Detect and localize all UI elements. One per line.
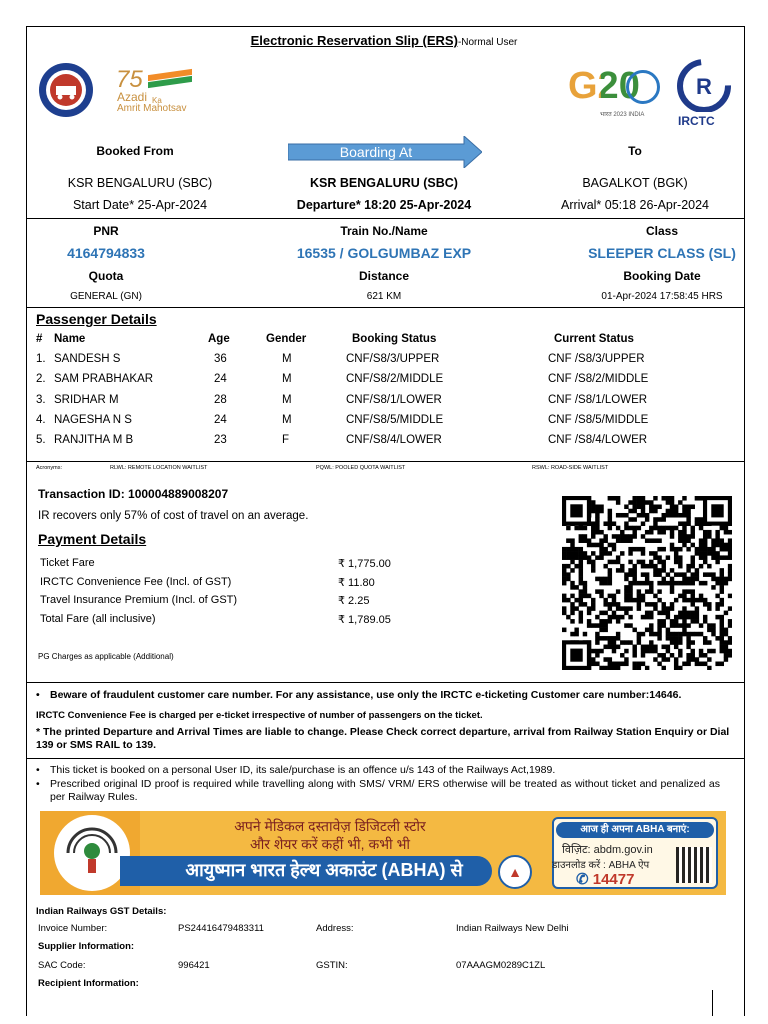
divider [26, 682, 745, 683]
pax-booking-status: CNF/S8/3/UPPER [346, 353, 440, 365]
col-header-gender: Gender [266, 333, 307, 345]
passenger-row [36, 353, 716, 371]
acronym-rswl: RSWL: ROAD-SIDE WAITLIST [532, 465, 609, 471]
azadi-ka-amrit-mahotsav-logo: 75 Azadi Ka Amrit Mahotsav [114, 66, 204, 118]
divider [26, 758, 745, 759]
pax-current-status: CNF /S8/3/UPPER [548, 353, 645, 365]
pax-age: 23 [214, 434, 227, 447]
pax-booking-status: CNF/S8/4/LOWER [346, 434, 442, 447]
indian-railways-logo [38, 62, 94, 118]
arrival-time: Arrival* 05:18 26-Apr-2024 [561, 198, 709, 212]
irctc-logo: R IRCTC [674, 56, 734, 130]
payment-value: ₹ 1,789.05 [338, 613, 391, 626]
pnr-number: 4164794833 [67, 245, 145, 261]
address-label: Address: [316, 923, 354, 934]
page-title: Electronic Reservation Slip (ERS) [250, 33, 458, 48]
booking-date-value: 01-Apr-2024 17:58:45 HRS [601, 291, 723, 302]
right-edge-mark [712, 990, 713, 1016]
booking-date-label: Booking Date [623, 269, 701, 283]
gstin-label: GSTIN: [316, 960, 348, 971]
banner-line1: अपने मेडिकल दस्तावेज़ डिजिटली स्टोर [234, 818, 426, 834]
pg-charges-note: PG Charges as applicable (Additional) [38, 652, 174, 661]
pax-name: NAGESHA N S [54, 413, 132, 426]
pax-gender: F [282, 434, 290, 447]
pax-current-status: CNF /S8/5/MIDDLE [548, 413, 649, 426]
quota-value: GENERAL (GN) [70, 291, 142, 302]
payment-label: Travel Insurance Premium (Incl. of GST) [40, 594, 238, 607]
banner-main-text: आयुष्मान भारत हेल्थ अकाउंट (ABHA) से [185, 860, 463, 880]
acronym-rlwl: RLWL: REMOTE LOCATION WAITLIST [110, 465, 208, 471]
boarding-at-label: Boarding At [339, 144, 413, 160]
payment-value: ₹ 2.25 [338, 595, 370, 608]
train-label: Train No./Name [340, 224, 428, 238]
abha-banner[interactable] [40, 811, 726, 895]
pax-gender: M [282, 413, 292, 426]
page-subtitle: -Normal User [457, 37, 518, 48]
col-header-name: Name [54, 333, 86, 345]
pnr-label: PNR [93, 224, 119, 238]
passenger-table-header [36, 333, 716, 351]
pax-gender: M [282, 353, 292, 365]
ayushman-bharat-logo [54, 815, 130, 891]
divider [26, 461, 745, 462]
payment-label: Total Fare (all inclusive) [40, 612, 156, 625]
recipient-info-label: Recipient Information: [38, 978, 139, 989]
passenger-row [36, 414, 716, 432]
to-label: To [628, 144, 642, 158]
pax-current-status: CNF /S8/1/LOWER [548, 393, 648, 406]
payment-label: IRCTC Convenience Fee (Incl. of GST) [40, 575, 232, 588]
abha-app-icon: ▲ [498, 855, 532, 889]
ers-header [0, 33, 768, 48]
banner-qr-icon [676, 847, 712, 883]
banner-line2: और शेयर करें कहीं भी, कभी भी [249, 836, 411, 852]
pax-index: 1. [36, 353, 46, 365]
sac-code-value: 996421 [178, 960, 210, 971]
pax-index: 3. [36, 393, 46, 406]
svg-text:R: R [696, 74, 712, 99]
timing-change-note: * The printed Departure and Arrival Times are liable to change. Please Check correct departure, arrival from Railway Station Enquiry or Dial 139 or SMS RAIL to 139. [36, 726, 730, 751]
convenience-fee-note: IRCTC Convenience Fee is charged per e-ticket irrespective of number of passengers on the ticket. [36, 710, 483, 721]
supplier-info-label: Supplier Information: [38, 941, 135, 952]
passenger-row [36, 373, 716, 391]
invoice-label: Invoice Number: [38, 923, 108, 934]
qr-code [562, 496, 732, 670]
pax-index: 5. [36, 434, 46, 447]
booked-from-label: Booked From [96, 144, 174, 158]
gstin-value: 07AAAGM0289C1ZL [456, 960, 546, 971]
banner-cta: आज ही अपना ABHA बनाएं: [556, 822, 714, 838]
payment-value: ₹ 1,775.00 [338, 558, 391, 570]
banner-download: डाउनलोड करें : ABHA ऐप [552, 860, 650, 871]
quota-label: Quota [88, 269, 124, 283]
travel-class: SLEEPER CLASS (SL) [588, 245, 736, 261]
col-header-age: Age [208, 333, 230, 345]
address-value: Indian Railways New Delhi [456, 923, 569, 934]
payment-value: ₹ 11.80 [338, 576, 375, 589]
pax-name: RANJITHA M B [54, 434, 134, 447]
pax-booking-status: CNF/S8/5/MIDDLE [346, 413, 444, 426]
distance-label: Distance [358, 269, 410, 283]
divider [26, 218, 745, 219]
pax-age: 36 [214, 353, 227, 365]
passenger-row [36, 434, 716, 452]
pax-index: 4. [36, 413, 46, 426]
col-header-index: # [36, 333, 43, 345]
pax-current-status: CNF /S8/4/LOWER [548, 434, 648, 447]
pax-gender: M [282, 393, 292, 406]
passenger-details-title: Passenger Details [36, 311, 157, 327]
invoice-number: PS24416479483311 [178, 923, 264, 934]
boarding-arrow [288, 136, 482, 168]
pax-booking-status: CNF/S8/2/MIDDLE [346, 373, 444, 386]
pax-current-status: CNF /S8/2/MIDDLE [548, 373, 649, 386]
pax-name: SANDESH S [54, 353, 121, 365]
transaction-id: Transaction ID: 100004889008207 [38, 487, 229, 501]
payment-row [40, 613, 440, 631]
boarding-station: KSR BENGALURU (SBC) [310, 176, 458, 190]
pax-name: SRIDHAR M [54, 393, 119, 406]
banner-visit[interactable]: विज़िट: abdm.gov.in [562, 844, 653, 856]
passenger-row [36, 394, 716, 412]
pax-index: 2. [36, 373, 46, 386]
start-date: Start Date* 25-Apr-2024 [72, 198, 208, 212]
payment-row [40, 576, 440, 594]
pax-gender: M [282, 373, 292, 386]
gst-title: Indian Railways GST Details: [36, 906, 167, 917]
cost-recovery-note: IR recovers only 57% of cost of travel on an average. [38, 510, 309, 522]
sac-code-label: SAC Code: [38, 960, 86, 971]
acronym-pqwl: PQWL: POOLED QUOTA WAITLIST [316, 465, 406, 471]
train-number-name: 16535 / GOLGUMBAZ EXP [296, 245, 472, 261]
pax-age: 28 [214, 393, 227, 406]
acronyms-label: Acronyms: [36, 465, 62, 471]
from-station: KSR BENGALURU (SBC) [67, 176, 213, 190]
pax-age: 24 [214, 373, 227, 386]
payment-label: Ticket Fare [40, 557, 95, 569]
g20-logo: G20 भारत 2023 INDIA [568, 66, 664, 124]
payment-row [40, 594, 440, 612]
payment-details-title: Payment Details [38, 531, 147, 547]
pax-age: 24 [214, 413, 227, 426]
col-header-booking-status: Booking Status [352, 333, 437, 345]
banner-phone[interactable]: ✆ 14477 [576, 871, 635, 888]
to-station: BAGALKOT (BGK) [582, 176, 688, 190]
distance-value: 621 KM [366, 291, 402, 302]
col-header-current-status: Current Status [554, 333, 634, 345]
payment-row [40, 557, 440, 575]
class-label: Class [645, 224, 679, 238]
divider [26, 307, 745, 308]
pax-booking-status: CNF/S8/1/LOWER [346, 393, 442, 406]
pax-name: SAM PRABHAKAR [54, 373, 154, 386]
departure-time: Departure* 18:20 25-Apr-2024 [296, 198, 472, 212]
